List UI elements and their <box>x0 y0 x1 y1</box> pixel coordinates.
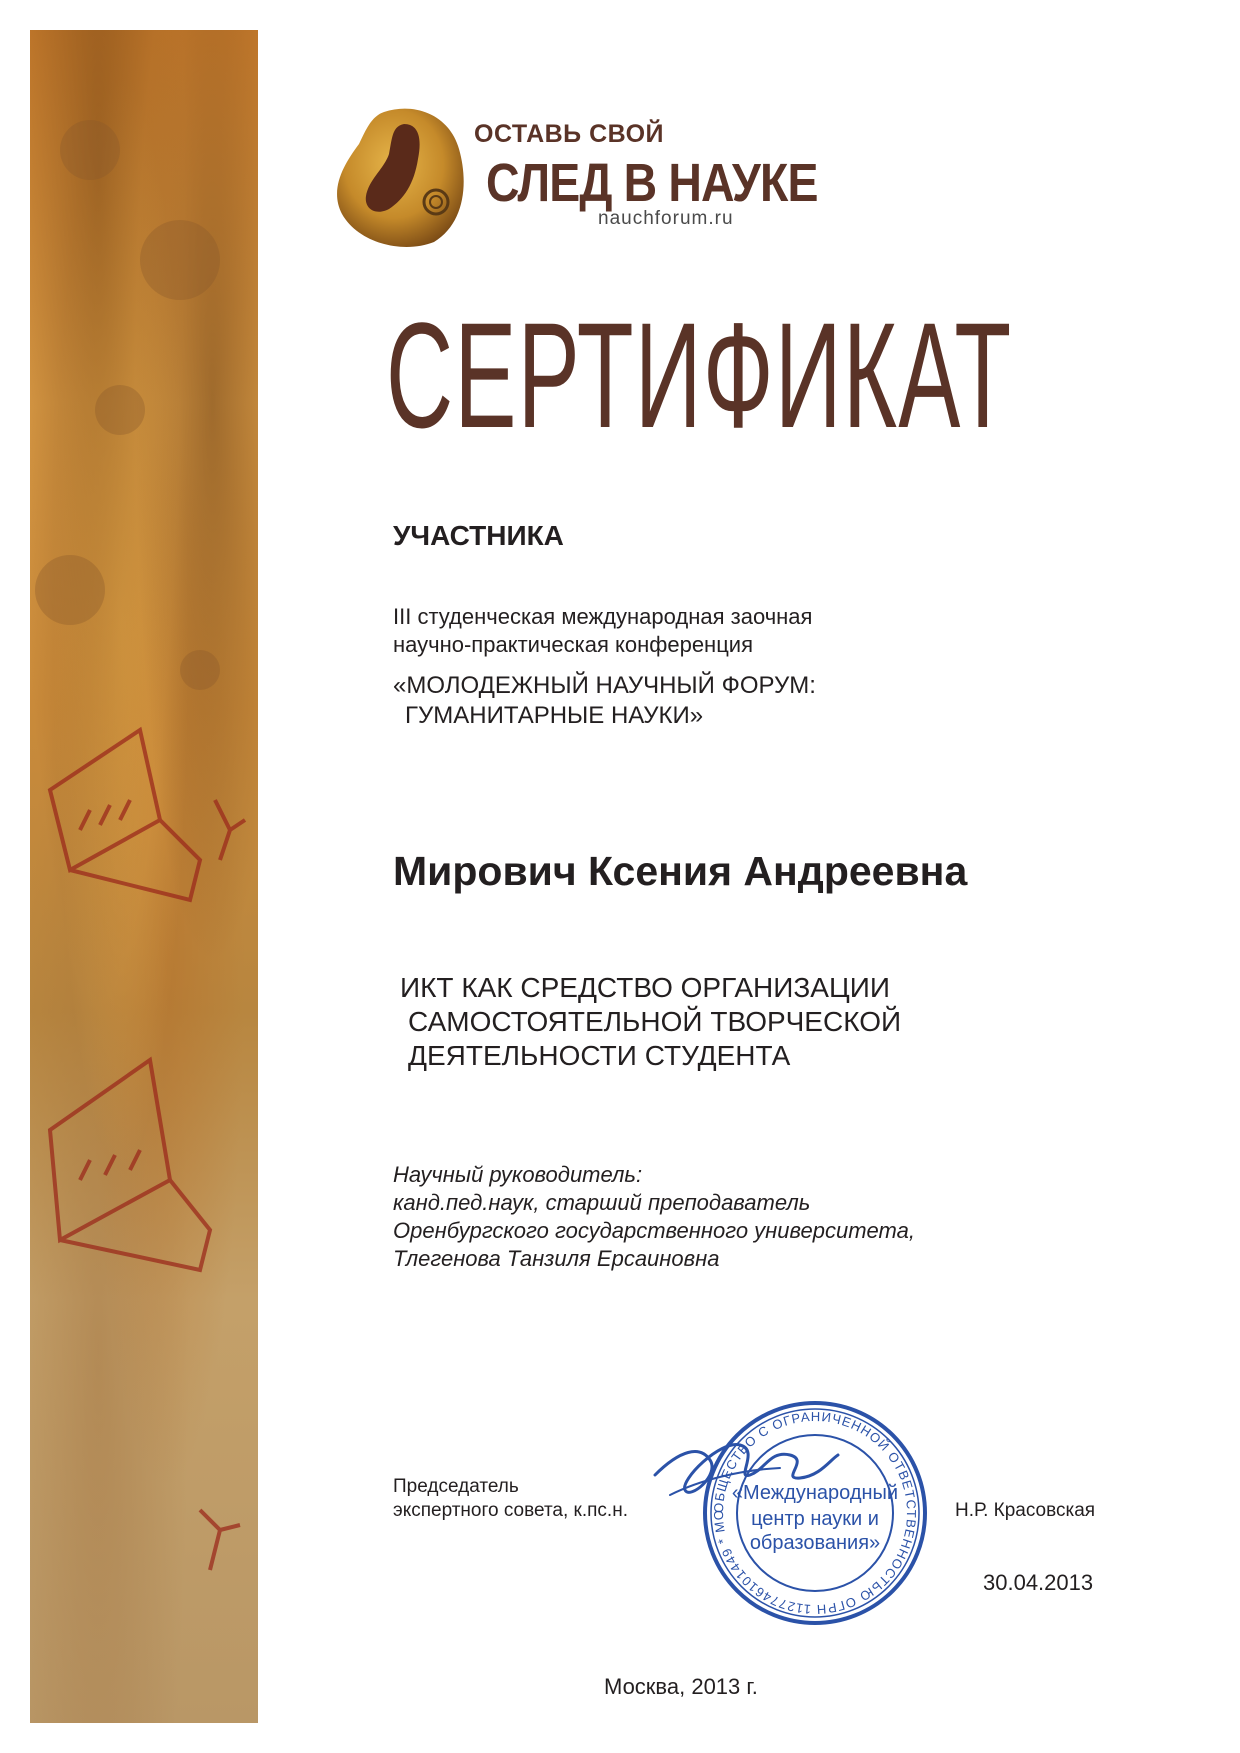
logo-slogan-top: ОСТАВЬ СВОЙ <box>474 120 664 148</box>
supervisor-name: Тлегенова Танзиля Ерсаиновна <box>393 1246 720 1271</box>
seal-center-line-2: центр науки и <box>751 1508 879 1530</box>
decorative-side-strip <box>30 30 258 1723</box>
seal-center-line-1: «Международный <box>731 1482 899 1504</box>
supervisor-university: Оренбургского государственного университета, <box>393 1218 915 1243</box>
seal-ring-text: ОБЩЕСТВО С ОГРАНИЧЕННОЙ ОТВЕТСТВЕННОСТЬЮ ОГРН 1127746101449 * МО <box>710 1408 920 1618</box>
participant-name: Мирович Ксения Андреевна <box>393 848 968 894</box>
certificate-title: СЕРТИФИКАТ <box>386 291 1013 459</box>
topic-line-1: ИКТ КАК СРЕДСТВО ОРГАНИЗАЦИИ <box>400 972 890 1003</box>
rock-art-illustration <box>30 30 258 1723</box>
topic-line-2: САМОСТОЯТЕЛЬНОЙ ТВОРЧЕСКОЙ <box>408 1006 902 1037</box>
signer-name: Н.Р. Красовская <box>955 1500 1096 1521</box>
supervisor-label: Научный руководитель: <box>393 1162 643 1187</box>
handwritten-signature <box>650 1420 840 1530</box>
logo-slogan-main: СЛЕД В НАУКЕ <box>486 153 818 213</box>
footprint-stone-logo-icon <box>334 104 474 254</box>
chair-title-line-2: экспертного совета, к.пс.н. <box>393 1500 628 1521</box>
topic-line-3: ДЕЯТЕЛЬНОСТИ СТУДЕНТА <box>408 1040 791 1071</box>
logo-url: nauchforum.ru <box>598 208 734 229</box>
forum-name-line-1: «МОЛОДЕЖНЫЙ НАУЧНЫЙ ФОРУМ: <box>393 672 816 699</box>
logo <box>334 104 818 254</box>
certificate-subtitle: УЧАСТНИКА <box>393 520 564 551</box>
city-year: Москва, 2013 г. <box>604 1674 758 1699</box>
issue-date: 30.04.2013 <box>983 1570 1094 1595</box>
chair-title-line-1: Председатель <box>393 1476 519 1497</box>
conference-line-2: научно-практическая конференция <box>393 632 754 657</box>
forum-name-line-2: ГУМАНИТАРНЫЕ НАУКИ» <box>405 702 704 729</box>
conference-line-1: III студенческая международная заочная <box>393 604 813 629</box>
seal-center-line-3: образования» <box>749 1532 881 1554</box>
supervisor-degree: канд.пед.наук, старший преподаватель <box>393 1190 811 1215</box>
